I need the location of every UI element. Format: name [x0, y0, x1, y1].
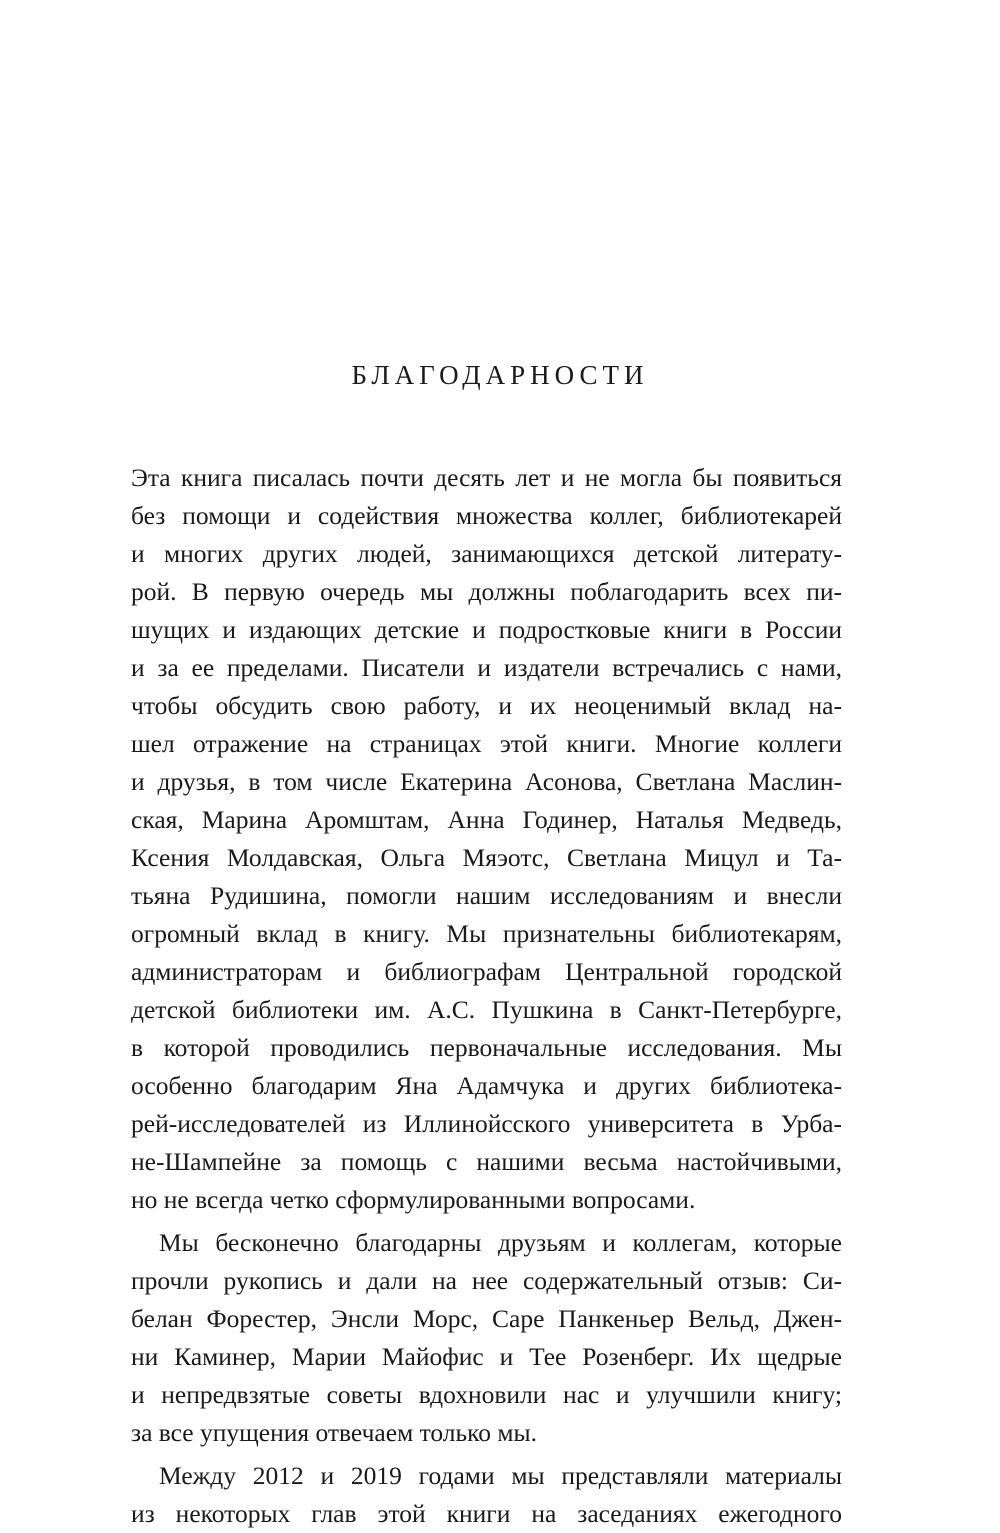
text-line: из некоторых глав этой книги на заседаниях ежегодного [131, 1499, 842, 1528]
text-line: Эта книга писалась почти десять лет и не могла бы появиться [131, 463, 842, 492]
page-heading: БЛАГОДАРНОСТИ [351, 360, 649, 390]
text-line: шел отражение на страницах этой книги. Многие коллеги [131, 729, 842, 758]
text-line: шущих и издающих детские и подростковые книги в России [131, 615, 842, 644]
text-line: без помощи и содействия множества коллег, библиотекарей [131, 501, 842, 530]
text-line: в которой проводились первоначальные исследования. Мы [131, 1033, 842, 1062]
text-line: рой. В первую очередь мы должны поблагодарить всех пи- [131, 577, 842, 606]
text-line: Мы бесконечно благодарны друзьям и коллегам, которые [159, 1228, 842, 1257]
text-line: огромный вклад в книгу. Мы признательны библиотекарям, [131, 919, 842, 948]
text-line: и друзья, в том числе Екатерина Асонова, Светлана Маслин- [131, 767, 842, 796]
body-text [131, 459, 842, 1533]
text-line: не-Шампейне за помощь с нашими весьма настойчивыми, [131, 1147, 842, 1176]
text-line: ни Каминер, Марии Майофис и Тее Розенберг. Их щедрые [131, 1342, 842, 1371]
text-line: прочли рукопись и дали на нее содержательный отзыв: Си- [131, 1266, 842, 1295]
text-line: администраторам и библиографам Центральной городской [131, 957, 842, 986]
text-line: тьяна Рудишина, помогли нашим исследованиям и внесли [131, 881, 842, 910]
text-line: белан Форестер, Энсли Морс, Саре Панкеньер Вельд, Джен- [131, 1304, 842, 1333]
text-line: и непредвзятые советы вдохновили нас и улучшили книгу; [131, 1380, 842, 1409]
text-line: Между 2012 и 2019 годами мы представляли материалы [159, 1461, 842, 1490]
text-line: ская, Марина Аромштам, Анна Годинер, Наталья Медведь, [131, 805, 842, 834]
text-line: детской библиотеки им. А.С. Пушкина в Санкт-Петербурге, [131, 995, 842, 1024]
text-line: но не всегда четко сформулированными вопросами. [131, 1185, 696, 1214]
text-line: за все упущения отвечаем только мы. [131, 1418, 538, 1447]
text-line: чтобы обсудить свою работу, и их неоценимый вклад на- [131, 691, 842, 720]
text-line: и за ее пределами. Писатели и издатели встречались с нами, [131, 653, 842, 682]
text-line: и многих других людей, занимающихся детской литерату- [131, 539, 842, 568]
text-line: рей-исследователей из Иллинойсского университета в Урба- [131, 1109, 842, 1138]
text-line: особенно благодарим Яна Адамчука и других библиотека- [131, 1071, 842, 1100]
text-line: Ксения Молдавская, Ольга Мяэотс, Светлана Мицул и Та- [131, 843, 842, 872]
